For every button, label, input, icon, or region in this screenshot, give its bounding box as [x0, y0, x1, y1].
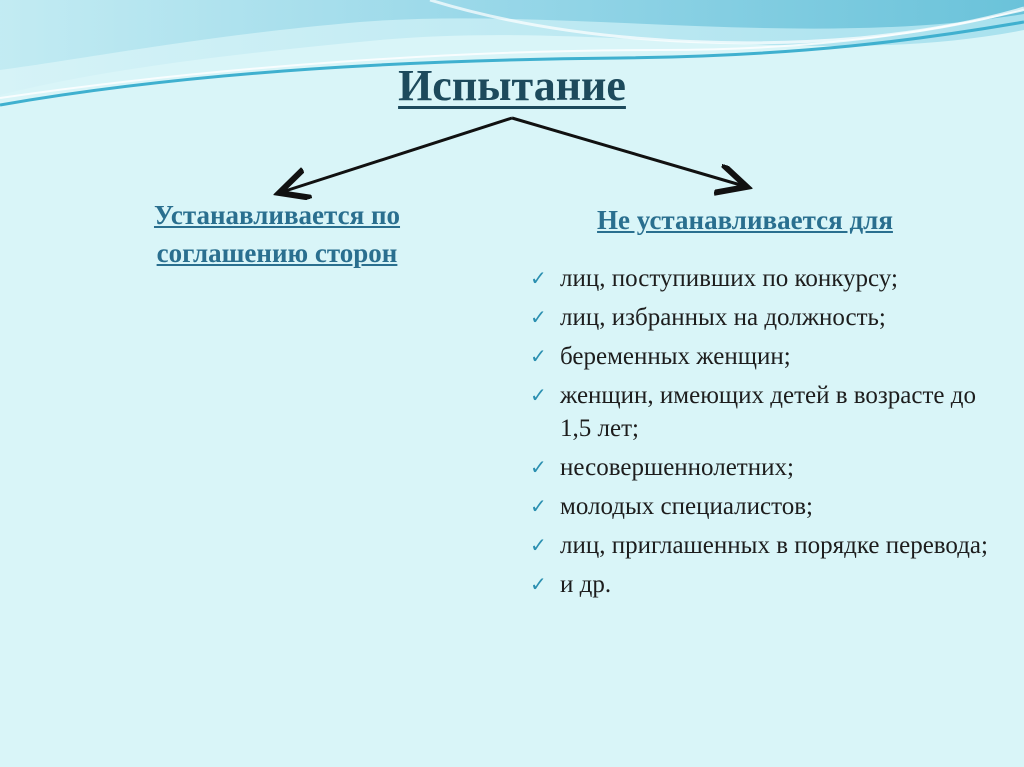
list-item: ✓ лиц, поступивших по конкурсу; — [530, 262, 990, 295]
heading-not-applied: Не устанавливается для — [597, 205, 893, 235]
checkmark-icon: ✓ — [530, 455, 547, 479]
arrow-right — [512, 118, 744, 186]
checkmark-icon: ✓ — [530, 305, 547, 329]
list-item: ✓ лиц, приглашенных в порядке перевода; — [530, 529, 990, 562]
list-item: ✓ лиц, избранных на должность; — [530, 301, 990, 334]
checkmark-icon: ✓ — [530, 533, 547, 557]
list-item: ✓ несовершеннолетних; — [530, 451, 990, 484]
checkmark-icon: ✓ — [530, 383, 547, 407]
checkmark-icon: ✓ — [530, 494, 547, 518]
checkmark-icon: ✓ — [530, 572, 547, 596]
list-item: ✓ женщин, имеющих детей в возрасте до 1,5 лет; — [530, 379, 990, 445]
list-item: ✓ беременных женщин; — [530, 340, 990, 373]
list-item: ✓ молодых специалистов; — [530, 490, 990, 523]
exemption-list — [530, 262, 990, 607]
arrow-left — [282, 118, 512, 192]
list-item: ✓ и др. — [530, 568, 990, 601]
heading-agreement: Устанавливается по соглашению сторон — [153, 200, 401, 268]
checkmark-icon: ✓ — [530, 344, 547, 368]
slide-title: Испытание — [398, 61, 626, 110]
checkmark-icon: ✓ — [530, 266, 547, 290]
